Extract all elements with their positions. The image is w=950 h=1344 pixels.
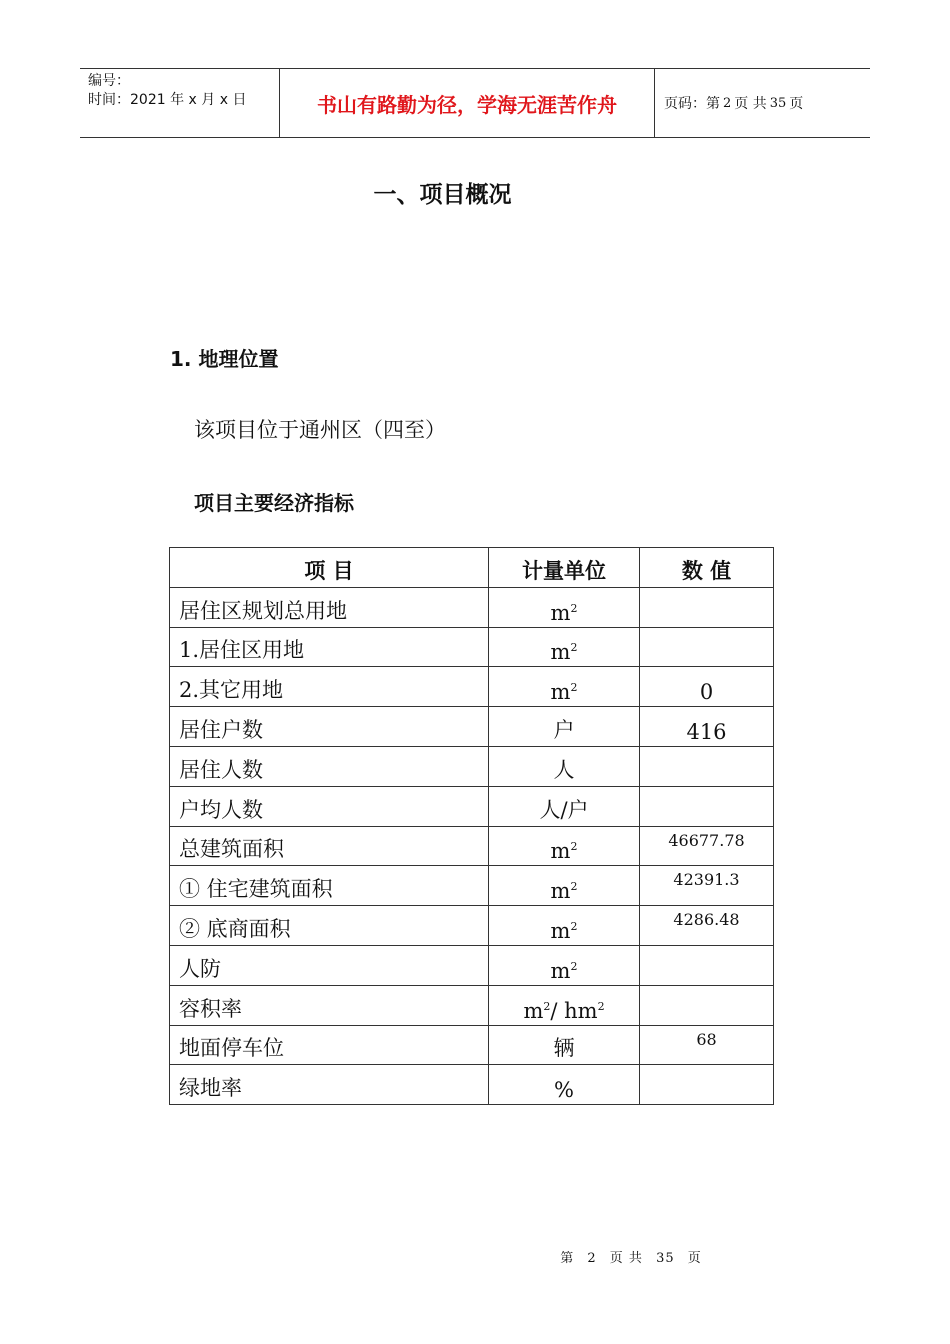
footer-suffix: 页 xyxy=(687,1251,702,1266)
document-number-label: 编号： xyxy=(88,73,130,89)
unit-base: 人 xyxy=(553,757,575,782)
unit-base: m xyxy=(550,640,571,665)
unit-base: m xyxy=(550,680,571,705)
unit-superscript: 2 xyxy=(570,641,578,655)
row-unit xyxy=(489,627,640,667)
row-unit xyxy=(489,1025,640,1065)
location-paragraph: 该项目位于通州区（四至） xyxy=(194,418,446,442)
row-item: 总建筑面积 xyxy=(170,826,489,866)
row-unit xyxy=(489,786,640,826)
table-header-row xyxy=(170,548,774,588)
page-current: 2 xyxy=(723,95,732,111)
unit-superscript: 2 xyxy=(570,880,578,894)
unit-superscript: 2 xyxy=(570,840,578,854)
row-unit xyxy=(489,707,640,747)
unit-superscript: 2 xyxy=(570,959,578,973)
unit-superscript-2: 2 xyxy=(597,999,605,1013)
header-meta xyxy=(80,69,280,137)
row-value: 416 xyxy=(640,707,774,747)
header-value: 数 值 xyxy=(640,548,774,588)
table-row xyxy=(170,707,774,747)
row-item: 居住人数 xyxy=(170,746,489,786)
row-item: 1.居住区用地 xyxy=(170,627,489,667)
unit-base: % xyxy=(554,1078,574,1103)
unit-superscript: 2 xyxy=(543,999,551,1013)
table-row xyxy=(170,627,774,667)
row-unit xyxy=(489,587,640,627)
economic-indicators-table xyxy=(169,547,774,1105)
header-page-info xyxy=(654,69,870,137)
row-item: 地面停车位 xyxy=(170,1025,489,1065)
row-value xyxy=(640,627,774,667)
table-row xyxy=(170,906,774,946)
row-value: 0 xyxy=(640,667,774,707)
page-prefix: 页码：第 xyxy=(664,96,720,112)
table-row xyxy=(170,587,774,627)
table-heading: 项目主要经济指标 xyxy=(194,491,354,515)
table-row xyxy=(170,866,774,906)
unit-base: 户 xyxy=(553,717,575,742)
table-row xyxy=(170,667,774,707)
unit-superscript: 2 xyxy=(570,601,578,615)
row-item: 绿地率 xyxy=(170,1065,489,1105)
unit-superscript: 2 xyxy=(570,681,578,695)
row-value: 42391.3 xyxy=(640,866,774,906)
unit-base: m xyxy=(550,958,571,983)
row-value: 68 xyxy=(640,1025,774,1065)
header-item: 项 目 xyxy=(170,548,489,588)
row-value xyxy=(640,746,774,786)
row-item: 户均人数 xyxy=(170,786,489,826)
row-item: ② 底商面积 xyxy=(170,906,489,946)
row-unit xyxy=(489,945,640,985)
row-unit xyxy=(489,866,640,906)
row-value xyxy=(640,786,774,826)
page-suffix: 页 xyxy=(789,96,804,112)
row-value: 46677.78 xyxy=(640,826,774,866)
row-value xyxy=(640,985,774,1025)
row-item: 2.其它用地 xyxy=(170,667,489,707)
page-total: 35 xyxy=(769,95,787,111)
header-motto: 书山有路勤为径，学海无涯苦作舟 xyxy=(280,69,655,137)
chapter-title: 一、项目概况 xyxy=(373,182,512,208)
table-row xyxy=(170,1025,774,1065)
footer-total: 35 xyxy=(656,1251,675,1266)
row-unit xyxy=(489,906,640,946)
row-unit xyxy=(489,746,640,786)
unit-base: 人/户 xyxy=(539,797,589,822)
unit-base: 辆 xyxy=(553,1036,575,1061)
table-row xyxy=(170,826,774,866)
page-header xyxy=(80,68,870,138)
unit-base: m xyxy=(550,918,571,943)
header-unit: 计量单位 xyxy=(489,548,640,588)
section-heading: 1. 地理位置 xyxy=(170,347,279,371)
footer-mid: 页 共 xyxy=(609,1251,643,1266)
footer-current: 2 xyxy=(587,1251,597,1266)
row-item: 居住区规划总用地 xyxy=(170,587,489,627)
row-value xyxy=(640,1065,774,1105)
page-mid: 页 共 xyxy=(734,96,767,112)
row-item: 居住户数 xyxy=(170,707,489,747)
unit-superscript: 2 xyxy=(570,919,578,933)
page-footer xyxy=(0,1247,950,1266)
footer-prefix: 第 xyxy=(560,1251,575,1266)
row-unit xyxy=(489,985,640,1025)
row-unit xyxy=(489,667,640,707)
table-row xyxy=(170,945,774,985)
row-item: 容积率 xyxy=(170,985,489,1025)
unit-base: m xyxy=(523,998,544,1023)
unit-tail: / hm xyxy=(550,998,598,1023)
unit-base: m xyxy=(550,879,571,904)
row-value xyxy=(640,587,774,627)
row-unit xyxy=(489,826,640,866)
table-row xyxy=(170,786,774,826)
unit-base: m xyxy=(550,600,571,625)
row-value xyxy=(640,945,774,985)
row-item: ① 住宅建筑面积 xyxy=(170,866,489,906)
table-row xyxy=(170,1065,774,1105)
unit-base: m xyxy=(550,839,571,864)
document-date-label: 时间：2021 年 x 月 x 日 xyxy=(88,92,247,108)
row-item: 人防 xyxy=(170,945,489,985)
table-row xyxy=(170,746,774,786)
table-row xyxy=(170,985,774,1025)
row-value: 4286.48 xyxy=(640,906,774,946)
row-unit xyxy=(489,1065,640,1105)
